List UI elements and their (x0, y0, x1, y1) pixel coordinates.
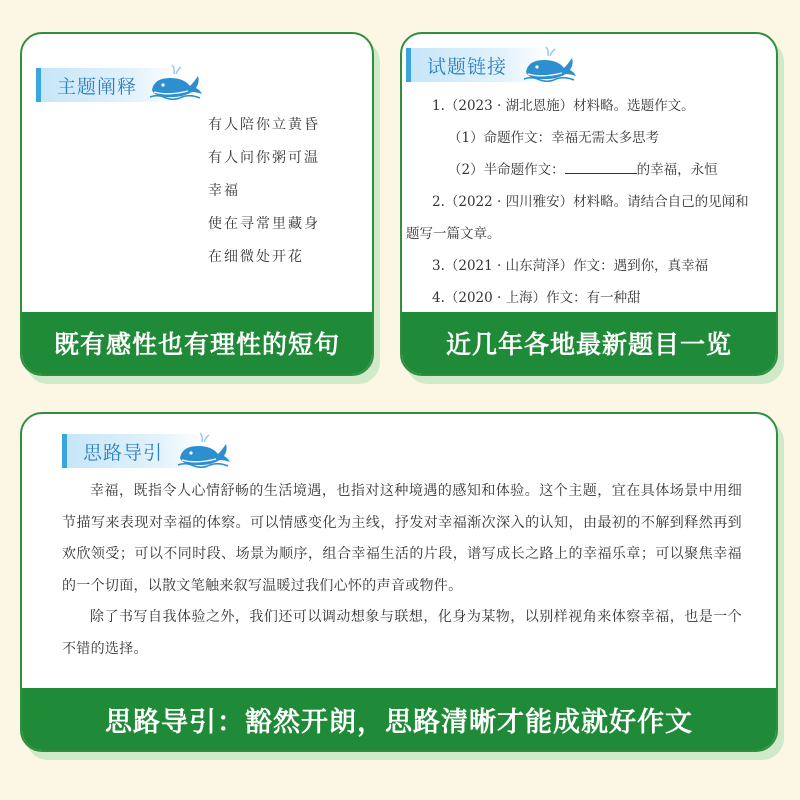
theme-banner-text: 既有感性也有理性的短句 (53, 330, 340, 359)
guide-paragraph-1: 幸福，既指令人心情舒畅的生活境遇，也指对这种境遇的感知和体验。这个主题，宜在具体场景中用细节描写来表现对幸福的体察。可以情感变化为主线，抒发对幸福渐次深入的认知，由最初的不解到释然再到欢欣领受；可以不同时段、场景为顺序，组合幸福生活的片段，谱写成长之路上的幸福乐章；可以聚焦幸福的一个切面，以散文笔触来叙写温暖过我们心怀的声音或物件。 (62, 483, 742, 594)
whale-icon (176, 432, 232, 468)
guide-tag-label: 思路导引 (83, 441, 164, 464)
exam-card (400, 32, 778, 376)
exam-item-1-sub-1: （1）命题作文：幸福无需太多思考 (448, 130, 660, 146)
guide-banner-text: 思路导引：豁然开朗，思路清晰才能成就好作文 (105, 706, 693, 738)
exam-item-2: 2.（2022 · 四川雅安）材料略。请结合自己的见闻和 (432, 194, 749, 210)
whale-icon (522, 46, 578, 82)
exam-item-4: 4.（2020 · 上海）作文：有一种甜 (432, 290, 641, 306)
poem-line-4: 使在寻常里藏身 (208, 216, 320, 232)
answer-blank (565, 161, 637, 174)
guide-paragraph-2: 除了书写自我体验之外，我们还可以调动想象与联想，化身为某物，以别样视角来体察幸福，也是一个不错的选择。 (62, 609, 742, 657)
exam-item-1: 1.（2023 · 湖北恩施）材料略。选题作文。 (432, 98, 695, 114)
guide-card (20, 412, 778, 752)
exam-banner (402, 312, 776, 374)
theme-banner (22, 312, 372, 374)
poem-line-3: 幸福 (208, 183, 240, 199)
exam-item-2-cont: 题写一篇文章。 (406, 226, 501, 242)
exam-item-1-sub-2 (448, 158, 718, 178)
poem-line-5: 在细微处开花 (208, 249, 304, 265)
exam-item-1-sub-2-prefix: （2）半命题作文： (448, 162, 565, 178)
exam-item-3: 3.（2021 · 山东菏泽）作文：遇到你，真幸福 (432, 258, 709, 274)
theme-tag-label: 主题阐释 (57, 75, 138, 98)
whale-icon (148, 64, 204, 100)
exam-banner-text: 近几年各地最新题目一览 (445, 330, 732, 359)
poem-line-2: 有人问你粥可温 (208, 150, 320, 166)
guide-banner (22, 688, 776, 750)
theme-card (20, 32, 374, 376)
poem-line-1: 有人陪你立黄昏 (208, 117, 320, 133)
exam-tag-label: 试题链接 (427, 55, 508, 78)
exam-item-1-sub-2-suffix: 的幸福，永恒 (636, 162, 718, 178)
